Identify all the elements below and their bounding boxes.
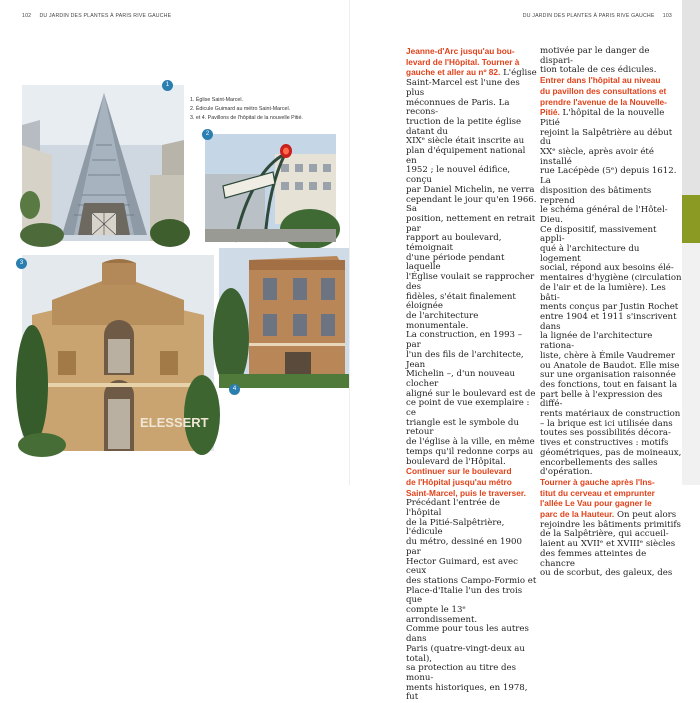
text-line [406, 606, 538, 625]
body-text: XXᵉ siècle, après avoir été installé [540, 147, 654, 167]
body-text: L'hôpital de la nouvelle Pitié [540, 108, 665, 128]
text-line [406, 399, 538, 418]
route-instruction: Tourner à gauche après l'Ins- [540, 476, 655, 487]
body-text: ce point de vue exemplaire : ce [406, 398, 530, 419]
body-text: plan d'équipement national en [406, 146, 526, 166]
right-running-head: DU JARDIN DES PLANTES À PARIS RIVE GAUCHE [522, 13, 655, 19]
text-line [406, 558, 538, 577]
text-line [406, 499, 538, 518]
body-text: mentaires d'hygiène (circulation [540, 273, 682, 284]
body-text: ments conçus par Justin Rochet [540, 302, 679, 313]
text-line [406, 118, 538, 137]
body-text: tion totale de ces édicules. [540, 65, 657, 76]
text-line [406, 645, 538, 664]
route-instruction: titut du cerveau et emprunter [540, 487, 655, 498]
left-page-number: 102 [22, 13, 32, 19]
body-text: truction de la petite église datant du [406, 116, 522, 137]
body-text: disposition des bâtiments reprend [540, 185, 652, 206]
body-text: Comme pour tous les autres dans [406, 624, 529, 645]
caption-2: 2. Édicule Guimard au métro Saint-Marcel. [190, 106, 291, 112]
caption-1: 1. Église Saint-Marcel. [190, 97, 243, 103]
body-text: qué à l'architecture du logement [540, 244, 640, 264]
body-text: des fonctions, tout en faisant la [540, 379, 678, 390]
text-line [406, 215, 538, 234]
body-text: position, nettement en retrait par [406, 213, 536, 234]
body-text: On peut alors [614, 510, 677, 521]
body-text: sa protection au titre des monu- [406, 663, 517, 683]
text-line [540, 108, 682, 128]
text-line [406, 196, 538, 215]
body-text: La construction, en 1993 – par [406, 330, 523, 351]
body-text: sur une organisation raisonnée [540, 370, 676, 381]
text-line [406, 331, 538, 350]
thumb-index-tab-upper [682, 0, 700, 195]
body-text: Ce dispositif, massivement appli- [540, 224, 657, 245]
body-text: part belle à l'expression des diffé- [540, 389, 663, 410]
body-text: toutes ses possibilités décora- [540, 428, 671, 439]
body-text: ments historiques, en 1978, fut [406, 682, 528, 703]
body-text: méconnues de Paris. La recons- [406, 97, 510, 118]
body-text: du métro, dessiné en 1900 par [406, 537, 522, 557]
right-page-number: 103 [662, 13, 672, 19]
route-instruction: parc de la Hauteur. [540, 509, 615, 520]
body-text: le schéma général de l'Hôtel-Dieu. [540, 205, 668, 225]
text-line [540, 391, 682, 410]
body-text: des femmes atteintes de chancre [540, 548, 647, 569]
route-instruction: gauche et aller au nº 82. [406, 67, 501, 78]
text-line [406, 587, 538, 606]
body-text: – la brique est ici utilisée dans [540, 418, 673, 429]
body-text: entre 1904 et 1911 s'inscrivent dans [540, 311, 677, 332]
body-text: ou Anatole de Baudot. Elle mise [540, 360, 680, 371]
body-text: laient au XVIIᵉ et XVIIIᵉ siècles [540, 539, 676, 550]
text-line [540, 206, 682, 225]
route-instruction: prendre l'avenue de la Nouvelle- [540, 96, 667, 107]
text-line [406, 419, 538, 438]
photo-badge-3: 3 [16, 258, 27, 269]
body-text: d'une période pendant laquelle [406, 252, 505, 273]
route-instruction: Jeanne-d'Arc jusqu'au bou- [406, 46, 515, 56]
route-instruction: l'allée Le Vau pour gagner le [540, 498, 652, 509]
body-text: tives et constructives : motifs [540, 438, 669, 449]
body-text: de la Salpêtrière, qui accueil- [540, 529, 669, 540]
body-text: par Daniel Michelin, ne verra [406, 184, 535, 195]
photo-badge-2: 2 [202, 129, 213, 140]
body-text: de l'église à la ville, en même [406, 437, 535, 448]
text-line [406, 351, 538, 370]
body-text: Précédant l'entrée de l'hôpital [406, 498, 501, 519]
text-line [540, 47, 682, 66]
thumb-index-tab-lower [682, 243, 700, 485]
text-column-1 [406, 47, 538, 703]
text-line [540, 129, 682, 148]
route-instruction: Pitié. [540, 107, 560, 118]
body-text: rue Lacépède (5ᵉ) depuis 1612. La [540, 166, 677, 187]
photo-eglise-saint-marcel [22, 85, 184, 241]
text-line [406, 625, 538, 644]
photo-metro-guimard [205, 134, 336, 242]
route-instruction: Continuer sur le boulevard [406, 466, 512, 477]
photo-badge-1: 1 [162, 80, 173, 91]
body-text: Paris (quatre-vingt-deux au total), [406, 643, 525, 664]
text-line [540, 245, 682, 264]
body-text: de l'air et de la lumière). Les bâti- [540, 282, 666, 303]
text-line [540, 226, 682, 245]
body-text: boulevard de l'Hôpital. [406, 456, 506, 467]
body-text: cependant le jour qu'en 1966. Sa [406, 194, 537, 215]
route-instruction: de l'Hôpital jusqu'au métro [406, 476, 512, 487]
route-instruction: levard de l'Hôpital. Tourner à [406, 56, 520, 67]
right-page [350, 0, 700, 703]
body-text: la lignée de l'architecture rationa- [540, 331, 653, 352]
text-line [540, 167, 682, 186]
body-text: L'église [500, 68, 537, 79]
body-text: XIXᵉ siècle était inscrite au [406, 136, 525, 147]
body-text: Place-d'Italie l'un des trois que [406, 585, 523, 606]
text-line [540, 187, 682, 206]
body-text: ou de scorbut, des galeux, des [540, 568, 673, 579]
text-column-2 [540, 47, 682, 579]
photo-captions [190, 96, 340, 123]
text-line [540, 98, 682, 109]
route-instruction: Saint-Marcel, puis le traverser. [406, 487, 526, 498]
body-text: fidèles, s'était finalement éloignée [406, 291, 516, 312]
body-text: rapport au boulevard, témoignait [406, 233, 502, 254]
body-text: compte le 13ᵉ arrondissement. [406, 605, 478, 625]
body-text: des stations Campo-Formio et [406, 575, 537, 586]
text-line [406, 538, 538, 557]
text-line [406, 273, 538, 292]
body-text: Michelin –, d'un nouveau clocher [406, 369, 516, 389]
text-line [406, 254, 538, 273]
route-instruction: du pavillon des consultations et [540, 85, 667, 96]
photo-badge-4: 4 [229, 384, 240, 395]
body-text: temps qu'il redonne corps au [406, 446, 534, 457]
text-line [540, 148, 682, 167]
body-text: géométriques, pas de moineaux, [540, 447, 682, 458]
text-line [406, 234, 538, 253]
text-line [406, 684, 538, 703]
text-line [540, 569, 682, 579]
body-text: triangle est le symbole du retour [406, 417, 519, 438]
route-instruction: Entrer dans l'hôpital au niveau [540, 75, 661, 86]
body-text: Hector Guimard, est avec ceux [406, 556, 518, 577]
text-line [540, 332, 682, 351]
body-text: rejoint la Salpêtrière au début du [540, 127, 673, 148]
body-text: liste, chère à Émile Vaudremer [540, 350, 675, 361]
body-text: de la Pitié-Salpêtrière, l'édicule [406, 517, 505, 538]
body-text: aligné sur le boulevard est de [406, 388, 536, 399]
body-text: l'un des fils de l'architecte, Jean [406, 349, 524, 370]
caption-3: 3. et 4. Pavillons de l'hôpital de la nouvelle Pitié. [190, 115, 303, 121]
text-line [406, 166, 538, 185]
body-text: encorbellements des salles [540, 457, 658, 468]
photo-wall-lettering: ELESSERT [140, 415, 209, 430]
text-line [406, 293, 538, 312]
body-text: de l'architecture monumentale. [406, 310, 479, 331]
text-line [540, 550, 682, 569]
body-text: 1952 ; le nouvel édifice, conçu [406, 165, 511, 186]
photo-pavillon-brique [22, 255, 214, 451]
text-line [540, 284, 682, 303]
thumb-index-tab-active [682, 195, 700, 243]
text-line [406, 312, 538, 331]
body-text: rents matériaux de construction [540, 409, 681, 420]
text-line [406, 147, 538, 166]
photo-pavillon-angle [219, 248, 349, 388]
right-folio [523, 13, 672, 19]
left-running-head: DU JARDIN DES PLANTES À PARIS RIVE GAUCHE [39, 13, 172, 19]
left-page [0, 0, 350, 485]
body-text: l'Église voulait se rapprocher des [406, 272, 535, 292]
body-text: Saint-Marcel est l'une des plus [406, 78, 520, 98]
body-text: social, répond aux besoins élé- [540, 263, 674, 274]
body-text: rejoindre les bâtiments primitifs [540, 519, 681, 530]
text-line [540, 313, 682, 332]
text-line [406, 99, 538, 118]
body-text: d'opération. [540, 467, 593, 478]
text-line [406, 370, 538, 389]
text-line [406, 664, 538, 683]
text-line [406, 519, 538, 538]
left-folio [22, 13, 171, 19]
text-line [406, 79, 538, 98]
body-text: motivée par le danger de dispari- [540, 46, 650, 66]
